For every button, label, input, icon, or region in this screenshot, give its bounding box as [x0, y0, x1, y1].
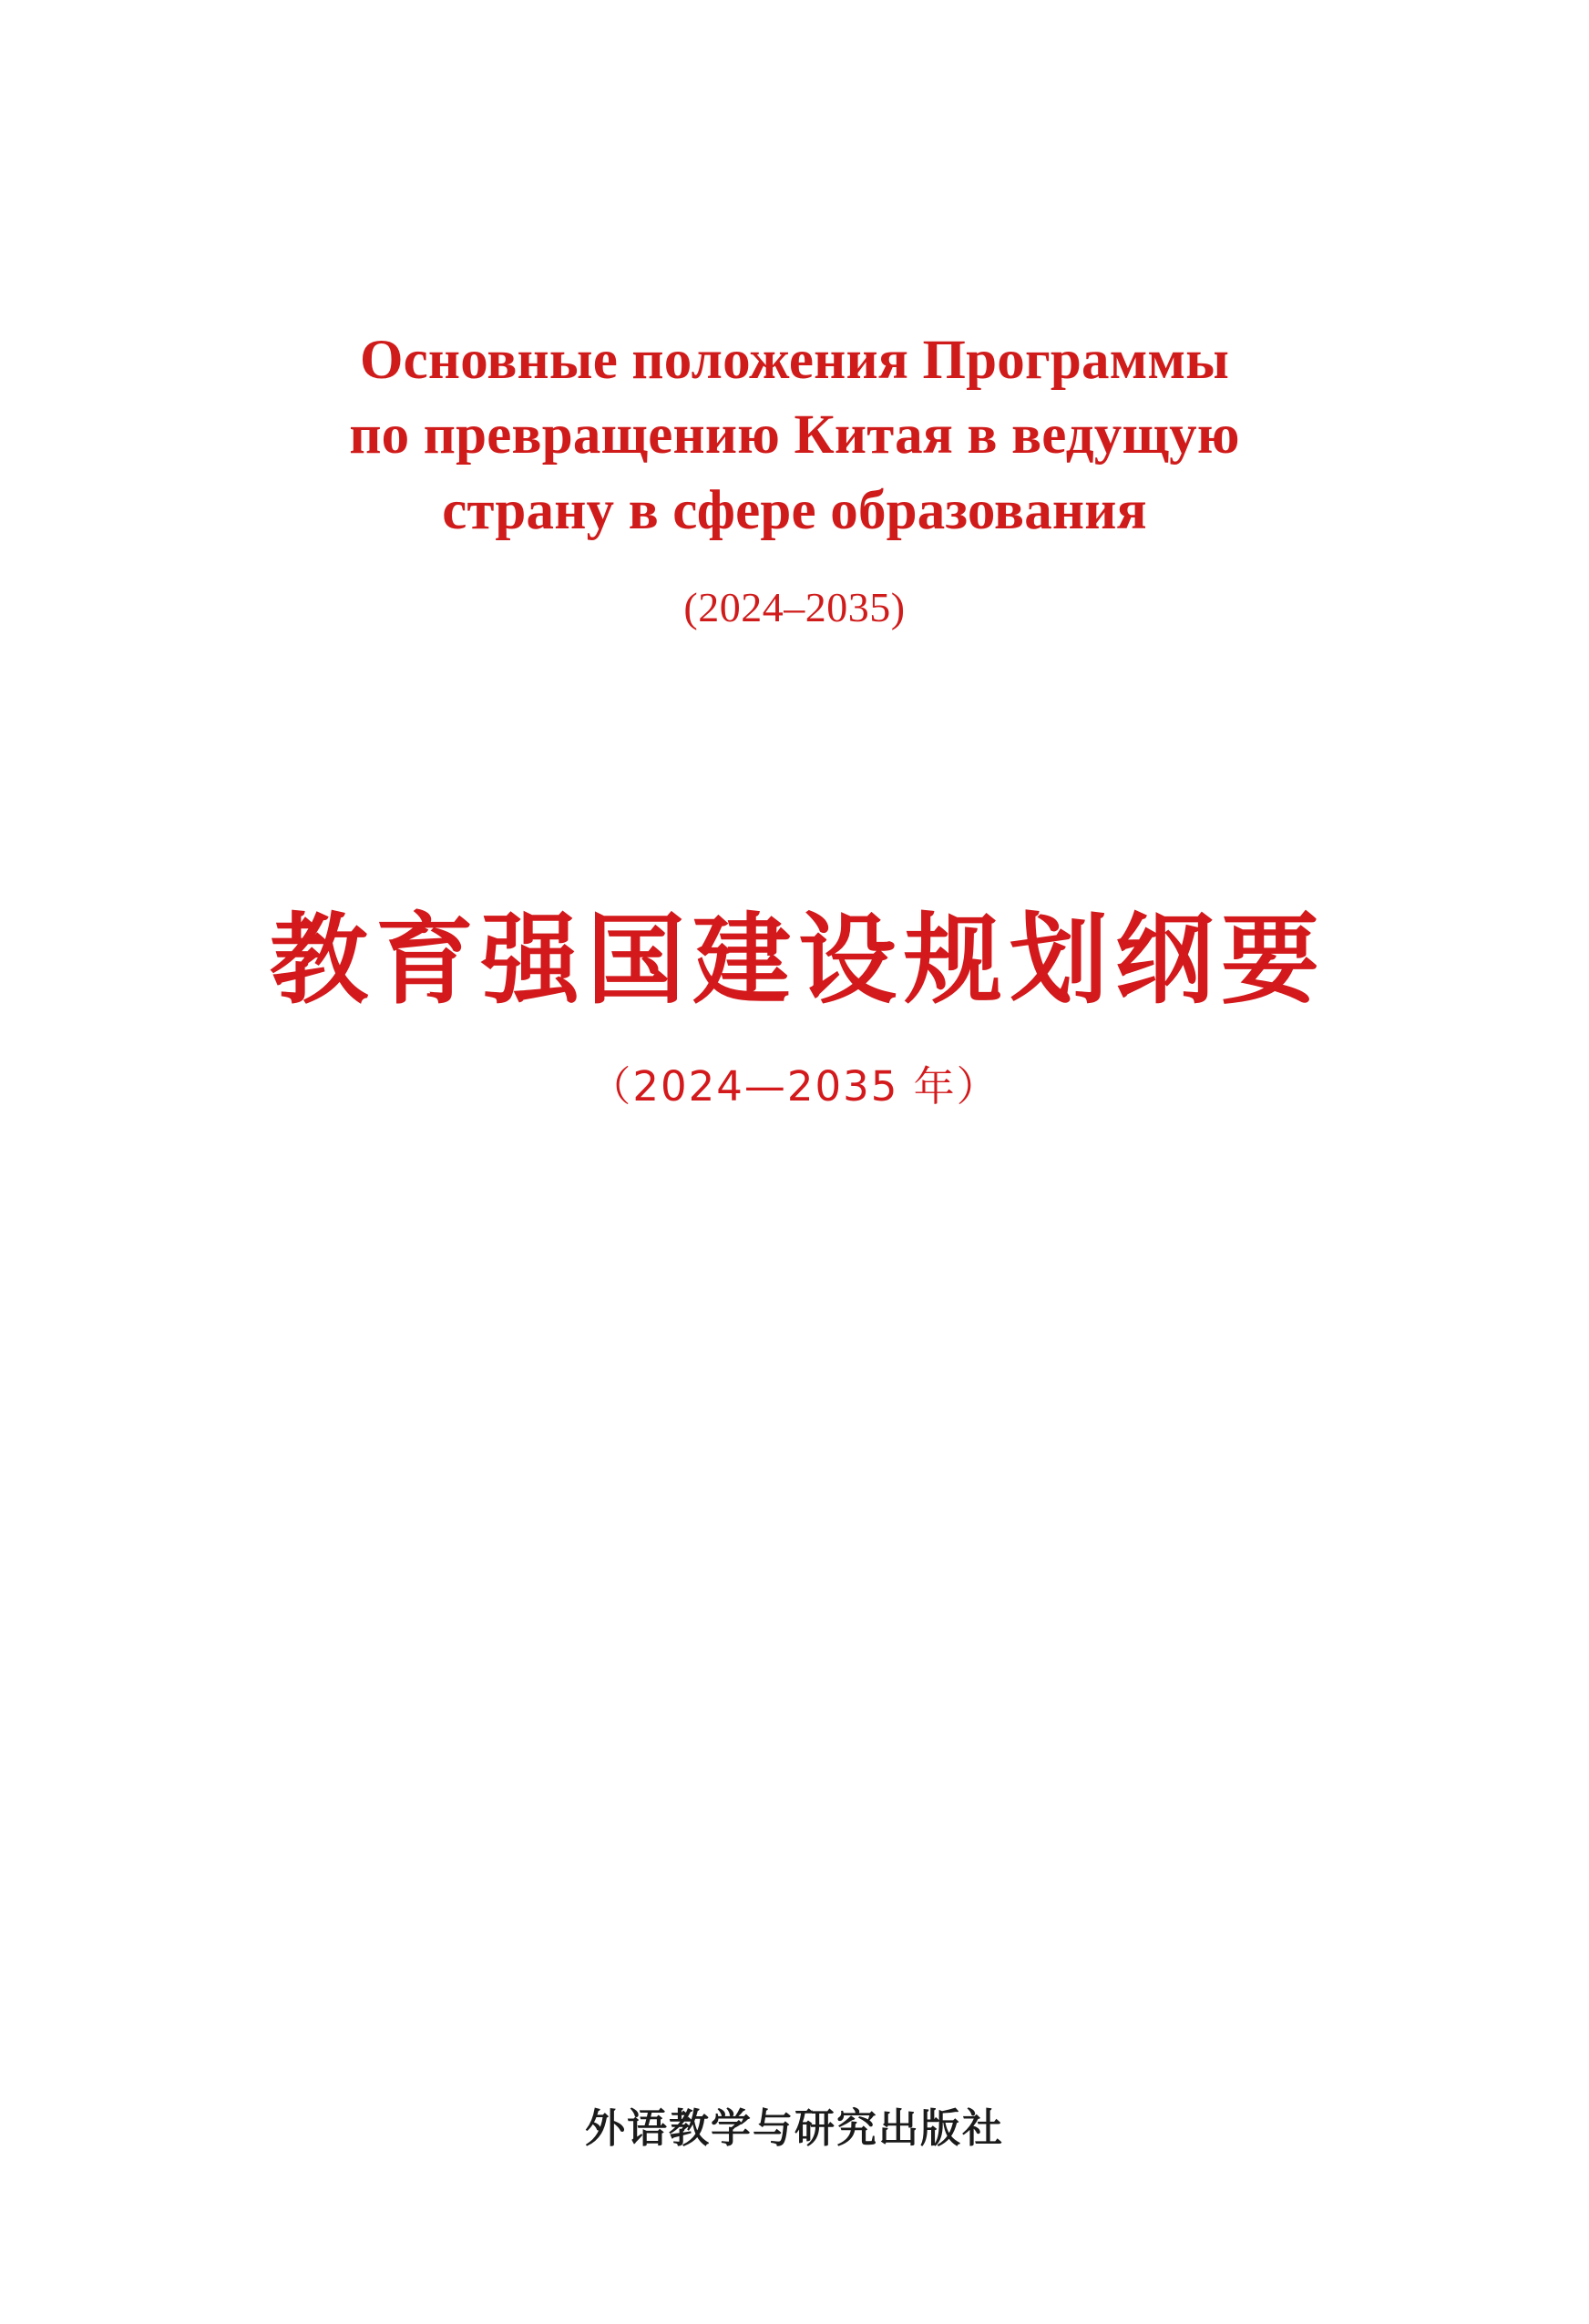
russian-title-years: (2024–2035): [683, 584, 906, 631]
russian-title-line-2: по превращению Китая в ведущую: [349, 404, 1240, 466]
chinese-title: 教育强国建设规划纲要: [269, 904, 1327, 1018]
russian-title-block: [0, 323, 1589, 631]
russian-title-line-3: страну в сфере образования: [442, 479, 1147, 541]
publisher-name: 外语教学与研究出版社: [585, 2105, 1004, 2152]
russian-title: [0, 323, 1589, 548]
russian-title-line-1: Основные положения Программы: [359, 330, 1230, 391]
chinese-title-years: （2024—2035 年）: [589, 1061, 1000, 1111]
chinese-title-block: [0, 902, 1589, 1112]
